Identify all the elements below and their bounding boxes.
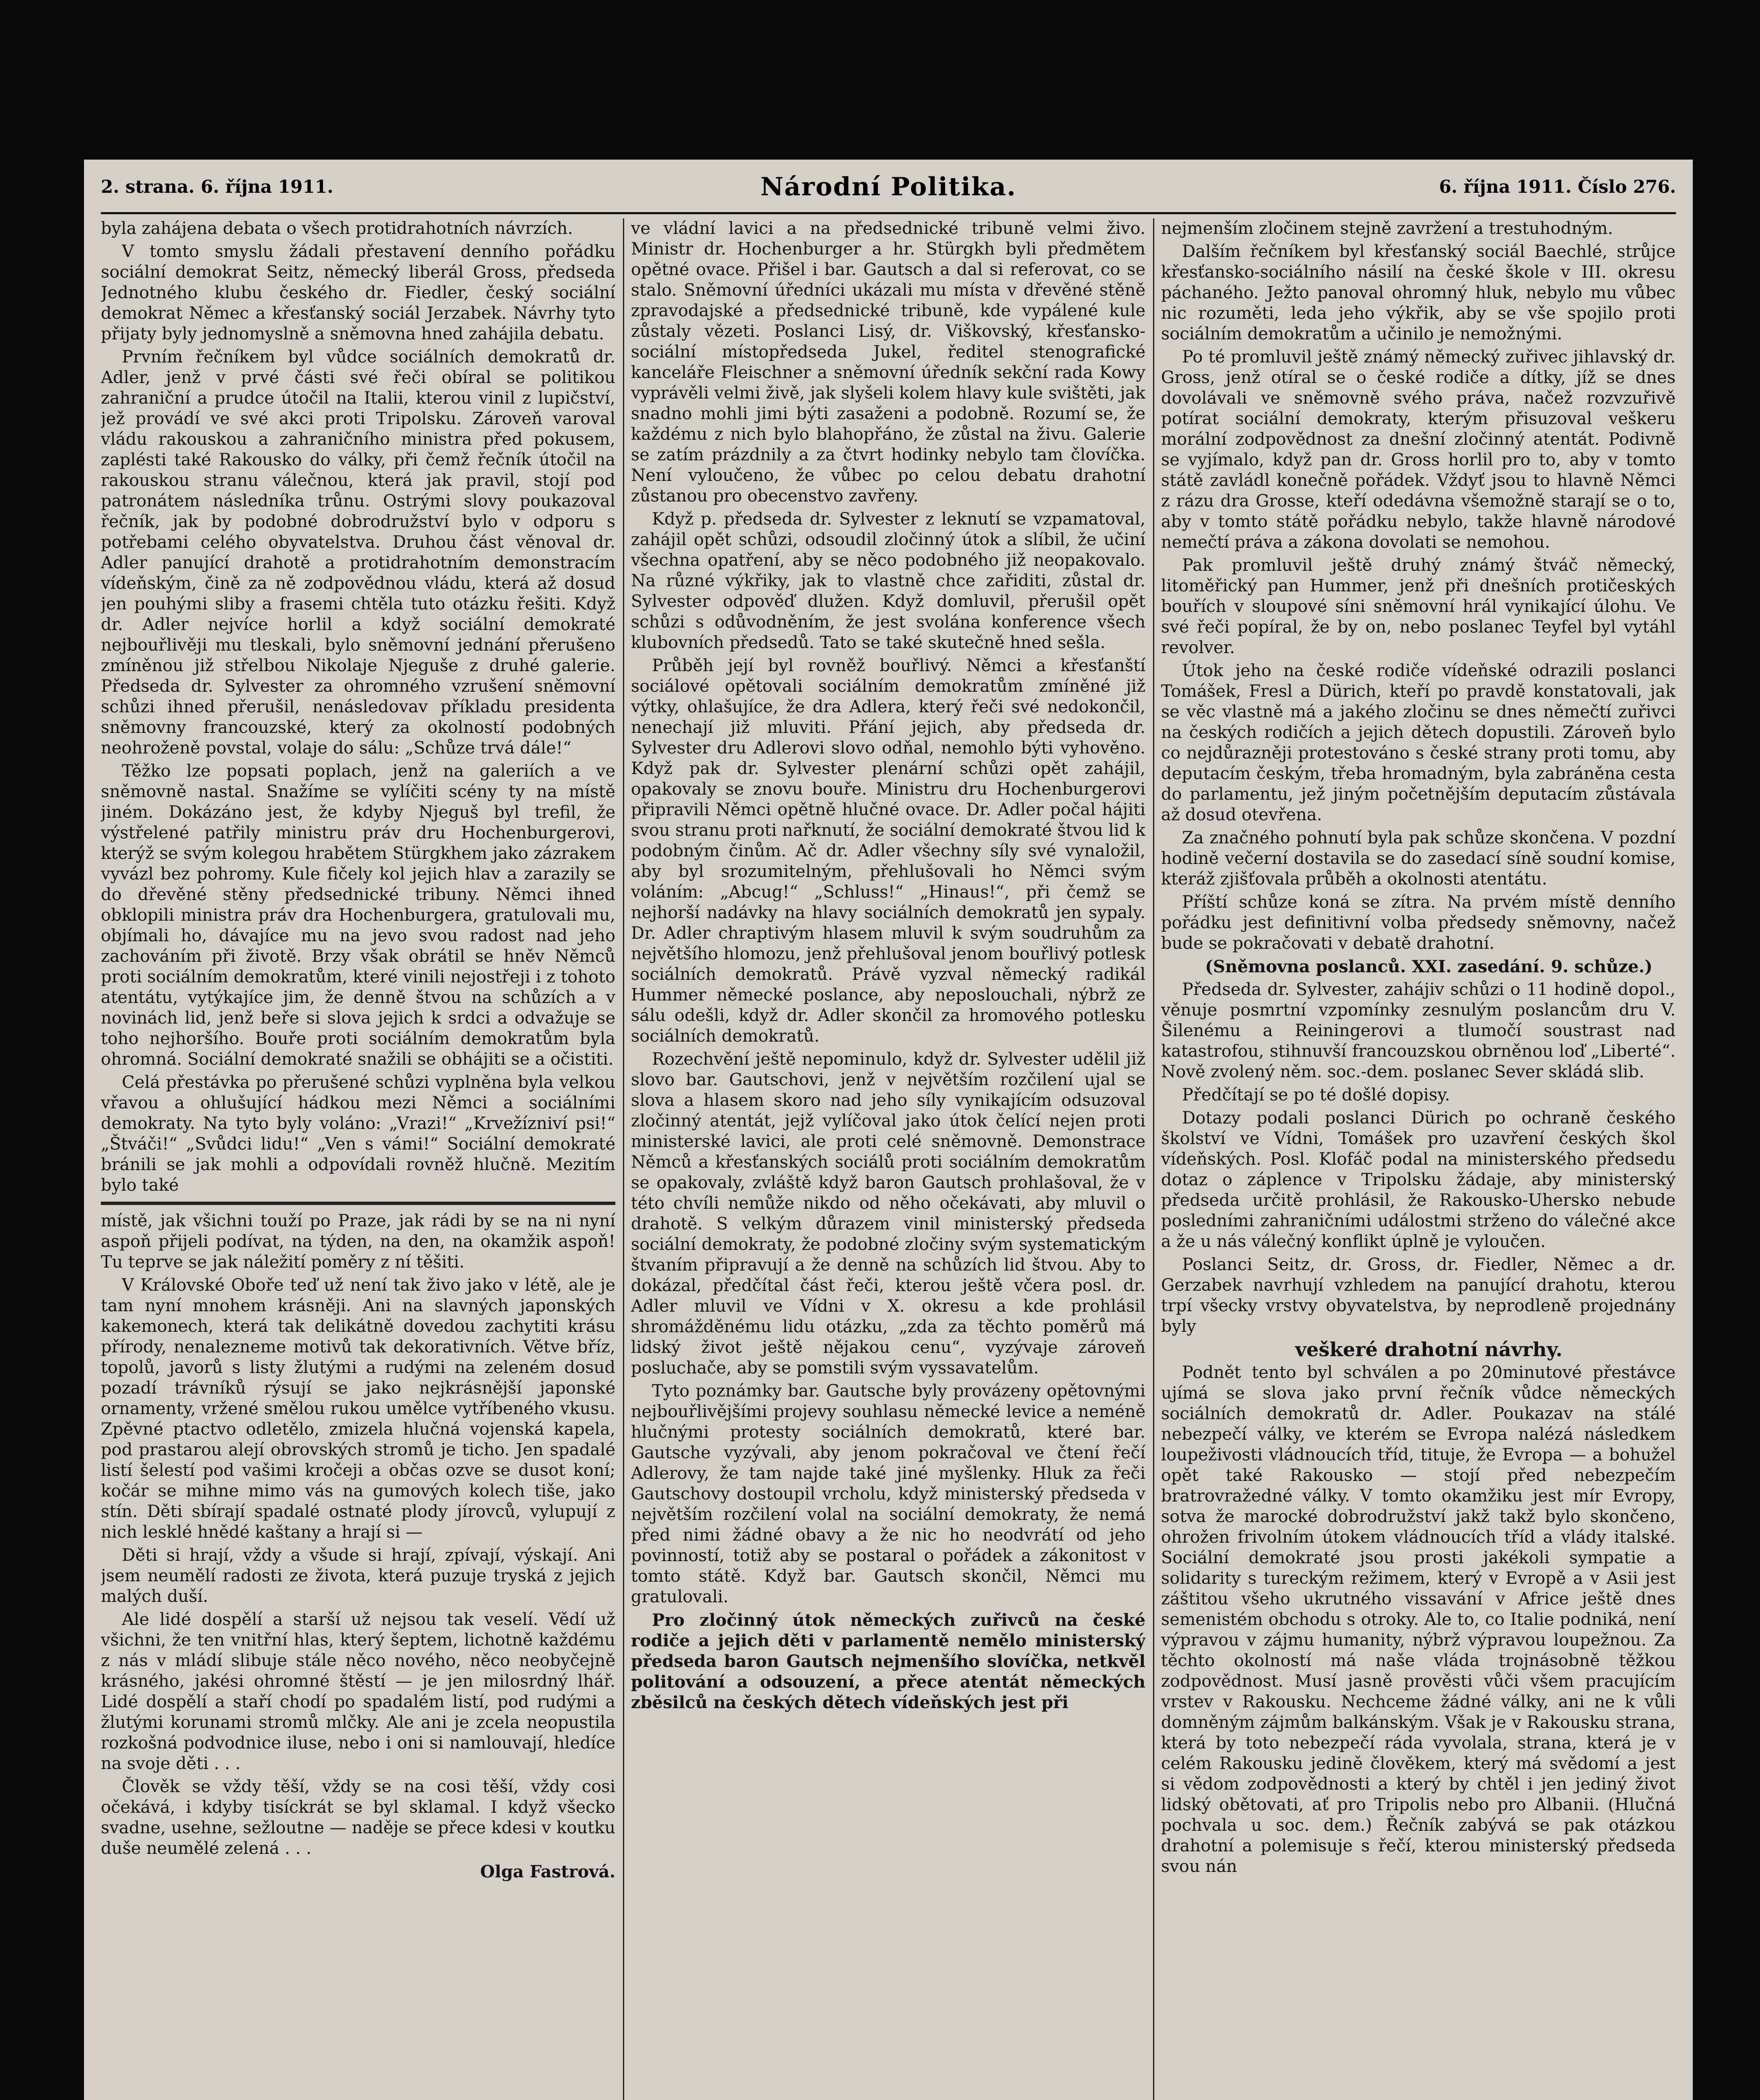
header-rule	[101, 212, 1676, 214]
paragraph: Pak promluvil ještě druhý známý štváč německý, litoměřický pan Hummer, jenž při dnešních protičeských bouřích v sloupové síni sněmovní hrál vynikající úlohu. Ve své řeči popíral, že by on, nebo poslanec Teyfel byl vytáhl revolver.	[1161, 556, 1676, 657]
paragraph: Předčítají se po té došlé dopisy.	[1182, 1085, 1450, 1105]
columns	[101, 218, 1676, 2100]
paragraph: Dalším řečníkem byl křesťanský sociál Baechlé, strůjce křesťansko-sociálního násilí na české škole v III. okresu páchaného. Ježto panoval ohromný hluk, nebylo mu vůbec nic rozuměti, leda jeho výkřik, aby se vše spojilo proti sociálním demokratům a učinilo je nemožnými.	[1161, 242, 1676, 344]
paragraph: Těžko lze popsati poplach, jenž na galeriích a ve sněmovně nastal. Snažíme se vylíčiti scény ty na místě jiném. Dokázáno jest, že kdyby Njeguš byl trefil, že výstřelené patřily ministru práv dru Hochenburgerovi, kterýž se svým kolegou hrabětem Stürgkhem jako zázrakem vyvázl bez pohromy. Kule fičely kol jejich hlav a zarazily se do dřevěné stěny předsednické tribuny. Němci ihned obklopili ministra práv dra Hochenburgera, gratulovali mu, objímali ho, dávajíce mu na jevo svou radost nad jeho zachováním při životě. Brzy však obrátil se hněv Němců proti sociálním demokratům, které vinili nejostřeji i z tohoto atentátu, vytýkajíce jim, že denně štvou na schůzích a v novinách lid, jenž beře si slova jejich k srdci a odvažuje se toho nejhoršího. Bouře proti sociálním demokratům byla ohromná. Sociální demokraté snažili se obhájiti se a očistiti.	[101, 761, 615, 1069]
column-rule	[1153, 218, 1154, 2100]
column-1	[101, 218, 615, 2100]
paragraph: Po té promluvil ještě známý německý zuřivec jihlavský dr. Gross, jenž otíral se o české rodiče a dítky, jíž se dnes dovolávali ve sněmovně svého práva, načež rozvzuřivě potírat sociální demokraty, kterým přisuzoval veškeru morální zodpovědnost za dnešní zločinný atentát. Podivně se vyjímalo, když pan dr. Gross horlil pro to, aby v tomto státě zavládl konečně pořádek. Vždyť jsou to hlavně Němci z rázu dra Grosse, kteří odedávna všemožně starají se o to, aby v tomto státě pořádku nebylo, takže hlavně národové nemečtí práva a zákona dovolati se nemohou.	[1161, 347, 1676, 552]
paragraph: Průběh její byl rovněž bouřlivý. Němci a křesťanští sociálové opětovali sociálním demokratům zmíněné již výtky, ohlašujíce, že dra Adlera, který řeči své nedokončil, nenechají již mluviti. Přání jejich, aby předseda dr. Sylvester dru Adlerovi slovo odňal, nemohlo býti vyhověno. Když pak dr. Sylvester plenární schůzi opět zahájil, opakovaly se znovu bouře. Ministru dru Hochenburgerovi připravili Němci opětně hlučné ovace. Dr. Adler počal hájiti svou stranu proti nařknutí, že sociální demokraté štvou lid k podobným činům. Ač dr. Adler všechny síly své vynaložil, aby byl srozumitelným, přehlušovali ho Němci svým voláním: „Abcug!“ „Schluss!“ „Hinaus!“, při čemž se nejhorší nadávky na hlavy sociálních demokratů jen sypaly. Dr. Adler chraptivým hlasem mluvil k svým soudruhům za největšího hlomozu, jenž přehlušoval jenom bouřlivý potlesk sociálních demokratů. Právě vyzval německý radikál Hummer německé poslance, aby neposlouchali, nýbrž ze sálu odešli, když dr. Adler skončil za hromového potlesku sociálních demokratů.	[631, 656, 1145, 1046]
paragraph: V tomto smyslu žádali přestavení denního pořádku sociální demokrat Seitz, německý liberál Gross, předseda Jednotného klubu českého dr. Fiedler, český sociální demokrat Němec a křesťanský sociál Jerzabek. Návrhy tyto přijaty byly jednomyslně a sněmovna hned zahájila debatu.	[101, 242, 615, 344]
paragraph: V Královské Oboře teď už není tak živo jako v létě, ale je tam nyní mnohem krásněji. Ani na slavných japonských kakemonech, která tak delikátně dovedou zachytiti krásu přírody, nenalezneme motivů tak dekorativních. Větve bříz, topolů, javorů s listy žlutými a rudými na zeleném dosud pozadí trávníků rýsují se jako nejkrásnější japonské ornamenty, vržené smělou rukou umělce vytříbeného vkusu. Zpěvné ptactvo odletělo, zmizela hlučná vojenská kapela, pod prastarou alejí obrovských stromů je ticho. Jen spadalé listí šelestí pod vašimi kročeji a občas ozve se dusot koní; kočár se mihne mimo vás na gumových kolech tiše, jako stín. Děti sbírají spadalé ostnaté plody jírovců, vylupují z nich lesklé hnědé kaštany a hrají si —	[101, 1276, 615, 1542]
page-header	[101, 172, 1676, 210]
paragraph: Tyto poznámky bar. Gautsche byly provázeny opětovnými nejbouřlivějšími projevy souhlasu německé levice a neméně hlučnými protesty sociálních demokratů, které bar. Gautsche vyzývali, aby jenom pokračoval ve čtení řečí Adlerovy, že tam najde také jiné myšlenky. Hluk za řeči Gautschovy dostoupil vrcholu, když ministerský předseda v největším rozčilení volal na sociální demokraty, že nemá před nimi žádné obavy a že nic ho neodvrátí od jeho povinností, totiž aby se postaral o pořádek a zákonitost v tomto státě. Když bar. Gautsch skončil, Němci mu gratulovali.	[631, 1381, 1145, 1606]
paragraph: Děti si hrají, vždy a všude si hrají, zpívají, výskají. Ani jsem neumělí radosti ze života, která puzuje tryská z jejich malých duší.	[101, 1546, 615, 1606]
paragraph: Pro zločinný útok německých zuřivců na české rodiče a jejich děti v parlamentě nemělo ministerský předseda baron Gautsch nejmenšího slovíčka, netkvěl politování a odsouzení, a přece atentát německých zběsilců na českých dětech vídeňských jest při	[631, 1610, 1145, 1712]
paragraph: místě, jak všichni touží po Praze, jak rádi by se na ni nyní aspoň přijeli podívat, na týden, na den, na okamžik aspoň! Tu teprve se jak náležití poměry z ní těšiti.	[101, 1211, 615, 1272]
paragraph: Ale lidé dospělí a starší už nejsou tak veselí. Vědí už všichni, že ten vnitřní hlas, který šeptem, lichotně každému z nás v mládí slibuje stále něco nového, něco neobyčejně krásného, jakési ohromné štěstí — je jen milosrdný lhář. Lidé dospělí a staří chodí po spadalém listí, pod rudými a žlutými korunami stromů mlčky. Ale ani je zcela neopustila rozkošná podvodnice iluse, nebo i oni si namlouvají, hledíce na svoje děti . . .	[101, 1610, 615, 1773]
paragraph: Prvním řečníkem byl vůdce sociálních demokratů dr. Adler, jenž v prvé části své řeči obíral se politikou zahraniční a prudce útočil na Italii, kterou vinil z lupičství, jež provádí ve své akci proti Tripolsku. Zároveň varoval vládu rakouskou a zahraničního ministra před pokusem, zaplésti také Rakousko do války, při čemž řečník útočil na rakouskou stranu válečnou, která jak pravil, stojí pod patronátem následníka trůnu. Ostrými slovy poukazoval řečník, jak by podobné dobrodružství bylo v odporu s potřebami celého obyvatelstva. Druhou část věnoval dr. Adler panující drahotě a protidrahotním demonstracím vídeňským, čině za ně zodpovědnou vládu, která až dosud jen pouhými sliby a frasemi chtěla tuto otázku řešiti. Když dr. Adler nejvíce horlil a když sociální demokraté nejbouřlivěji mu tleskali, bylo sněmovní jednání přerušeno zmíněnou již střelbou Nikolaje Njeguše z druhé galerie. Předseda dr. Sylvester za ohromného vzrušení sněmovní schůzi ihned přerušil, nenásledovav příkladu presidenta sněmovny francouzské, který za okolností podobných neohroženě povstal, volaje do sálu: „Schůze trvá dále!“	[101, 347, 615, 758]
paragraph: Podnět tento byl schválen a po 20minutové přestávce ujímá se slova jako první řečník vůdce německých sociálních demokratů dr. Adler. Poukazav na stálé nebezpečí války, ve kterém se Evropa nalézá následkem loupeživosti vládnoucích tříd, tituje, že Evropa — a bohužel opět také Rakousko — stojí před nebezpečím bratrovražedné války. V tomto okamžiku jest mír Evropy, sotva že marocké dobrodružství jakž takž bylo skončeno, ohrožen frivolním útokem vládnoucích tříd a vlády italské. Sociální demokraté jsou prosti jakékoli sympatie a solidarity s tureckým režimem, který v Evropě a v Asii jest záštitou všeho ukrutného vissavání v Africe ještě dnes semenistém obchodu s otroky. Ale to, co Italie podniká, není výpravou v zájmu humanity, nýbrž výpravou loupežnou. Za těchto okolností má naše vláda trojnásobně těžkou zodpovědnost. Musí jasně prověsti vůči všem pracujícím vrstev v Rakousku. Nechceme žádné války, ani ne k vůli domněným zájmům balkánským. Však je v Rakousku strana, která by toto nebezpečí ráda vyvolala, strana, která je v celém Rakousku jedině člověkem, který má svědomí a jest si vědom zodpovědnosti a který by chtěl i jen jediný život lidský obětovati, ať pro Tripolis nebo pro Albanii. (Hlučná pochvala u soc. dem.) Řečník zabývá se pak otázkou drahotní a polemisuje s řečí, kterou ministerský předseda svou nán	[1161, 1363, 1676, 1876]
newspaper-page	[84, 160, 1693, 2100]
section-title: (Sněmovna poslanců. XXI. zasedání. 9. schůze.)	[1205, 957, 1653, 976]
paragraph: Poslanci Seitz, dr. Gross, dr. Fiedler, Němec a dr. Gerzabek navrhují vzhledem na panující drahotu, kterou trpí všecky vrstvy obyvatelstva, by neprodleně projednány byly	[1161, 1255, 1676, 1336]
paragraph: Celá přestávka po přerušené schůzi vyplněna byla velkou vřavou a ohlušující hádkou mezi Němci a sociálními demokraty. Na tyto byly voláno: „Vrazi!“ „Krvežízniví psi!“ „Štváči!“ „Svůdci lidu!“ „Ven s vámi!“ Sociální demokraté bránili se jak mohli a odpovídali rovněž hlučně. Mezitím bylo také	[101, 1073, 615, 1195]
paragraph: Předseda dr. Sylvester, zahájiv schůzi o 11 hodině dopol., věnuje posmrtní vzpomínky zesnulým poslancům dru V. Šilenému a Reiningerovi a tlumočí soustrast nad katastrofou, stihnuvší francouzskou obrněnou loď „Liberté“. Nově zvolený něm. soc.-dem. poslanec Sever skládá slib.	[1161, 980, 1676, 1082]
paragraph: Útok jeho na české rodiče vídeňské odrazili poslanci Tomášek, Fresl a Dürich, kteří po pravdě konstatovali, jak se věc vlastně má a jakého zločinu se dnes němečtí zuřivci na českých rodičích a jejich dětech dopustili. Zároveň bylo co nejdůrazněji protestováno s české strany proti tomu, aby deputacím českým, třeba hromadným, byla zabráněna cesta do parlamentu, jež jiným početnějším deputacím zůstávala až dosud otevřena.	[1161, 661, 1676, 824]
author-signature: Olga Fastrová.	[480, 1862, 615, 1882]
paragraph: Když p. předseda dr. Sylvester z leknutí se vzpamatoval, zahájil opět schůzi, odsoudil zločinný útok a slíbil, že učiní všechna opatření, aby se něco podobného již neopakovalo. Na různé výkřiky, jak to vlastně chce zařiditi, zůstal dr. Sylvester odpověď dlužen. Když domluvil, přerušil opět schůzi s odůvodněním, že jest svolána konference všech klubovních předsedů. Tato se také skutečně hned sešla.	[631, 509, 1145, 652]
paragraph: Za značného pohnutí byla pak schůze skončena. V pozdní hodině večerní dostavila se do zasedací síně soudní komise, kteráž zjišťovala průběh a okolnosti atentátu.	[1161, 828, 1676, 889]
paragraph: Dotazy podali poslanci Dürich po ochraně českého školství ve Vídni, Tomášek pro uzavření českých škol vídeňských. Posl. Klofáč podal na ministerského předsedu dotaz o záplence v Tripolsku žádaje, aby ministerský předseda určitě prohlásil, že Rakousko-Uhersko nebude posledními zahraničními událostmi strženo do válečné akce a že u nás válečný konflikt úplně je vyloučen.	[1161, 1108, 1676, 1251]
feuilleton-divider	[101, 1202, 615, 1205]
headline: veškeré drahotní návrhy.	[1295, 1338, 1563, 1361]
header-page-date: 2. strana. 6. října 1911.	[101, 176, 334, 197]
paragraph: byla zahájena debata o všech protidrahotních návrzích.	[101, 219, 573, 238]
paragraph: nejmenším zločinem stejně zavržení a trestuhodným.	[1161, 219, 1613, 238]
paragraph: ve vládní lavici a na předsednické tribuně velmi živo. Ministr dr. Hochenburger a hr. Stürgkh byli předmětem opětné ovace. Přišel i bar. Gautsch a dal si referovat, co se stalo. Sněmovní úředníci ukázali mu místa v dřevěné stěně zpravodajské a předsednické tribuně, kde vypálené kule zůstaly vězeti. Poslanci Lisý, dr. Viškovský, křesťansko-sociální místopředseda Jukel, ředitel stenografické kanceláře Fleischner a sněmovní úředník sekční rada Kowy vyprávěli velmi živě, jak slyšeli kolem hlavy kule svištěti, jak snadno mohli jimi býti zasaženi a podobně. Rozumí se, že každému z nich bylo blahopřáno, že zůstal na živu. Galerie se zatím prázdnily a za čtvrt hodinky nebylo tam človíčka. Není vyloučeno, že vůbec po celou debatu drahotní zůstanou pro obecenstvo zavřeny.	[631, 219, 1145, 506]
newspaper-title: Národní Politika.	[760, 172, 1017, 202]
column-2	[631, 218, 1145, 2100]
column-rule	[623, 218, 624, 2100]
header-issue-number: 6. října 1911. Číslo 276.	[1439, 176, 1676, 197]
column-3	[1161, 218, 1676, 2100]
paragraph: Člověk se vždy těší, vždy se na cosi těší, vždy cosi očekává, i kdyby tisíckrát se byl sklamal. I když všecko svadne, usehne, sežloutne — naděje se přece kdesi v koutku duše neumělé zelená . . .	[101, 1777, 615, 1858]
paragraph: Příští schůze koná se zítra. Na prvém místě denního pořádku jest definitivní volba předsedy sněmovny, načež bude se pokračovati v debatě drahotní.	[1161, 892, 1676, 953]
paragraph: Rozechvění ještě nepominulo, když dr. Sylvester udělil již slovo bar. Gautschovi, jenž v největším rozčilení ujal se slova a hlasem skoro nad jeho síly vynikajícím odsuzoval zločinný atentát, jejž vylíčoval jako útok čelící nejen proti ministerské lavici, ale proti celé sněmovně. Demonstrace Němců a křesťanských sociálů proti sociálním demokratům se opakovaly, zvláště když baron Gautsch prohlašoval, že v této chvíli nemůže nikdo od něho očekávati, aby mluvil o drahotě. S velkým důrazem vinil ministerský předseda sociální demokraty, že podobné zločiny svým systematickým štvaním připravují a že denně na schůzích lid štvou. Aby to dokázal, předčítal část řeči, kterou ještě včera posl. dr. Adler mluvil ve Vídni v X. okresu a kde prohlásil shromážděnému lidu otázku, „zda za těchto poměrů má lidský život ještě nějakou cenu“, vyzývaje zároveň posluchače, aby se pomstili svým vyssavatelům.	[631, 1050, 1145, 1378]
